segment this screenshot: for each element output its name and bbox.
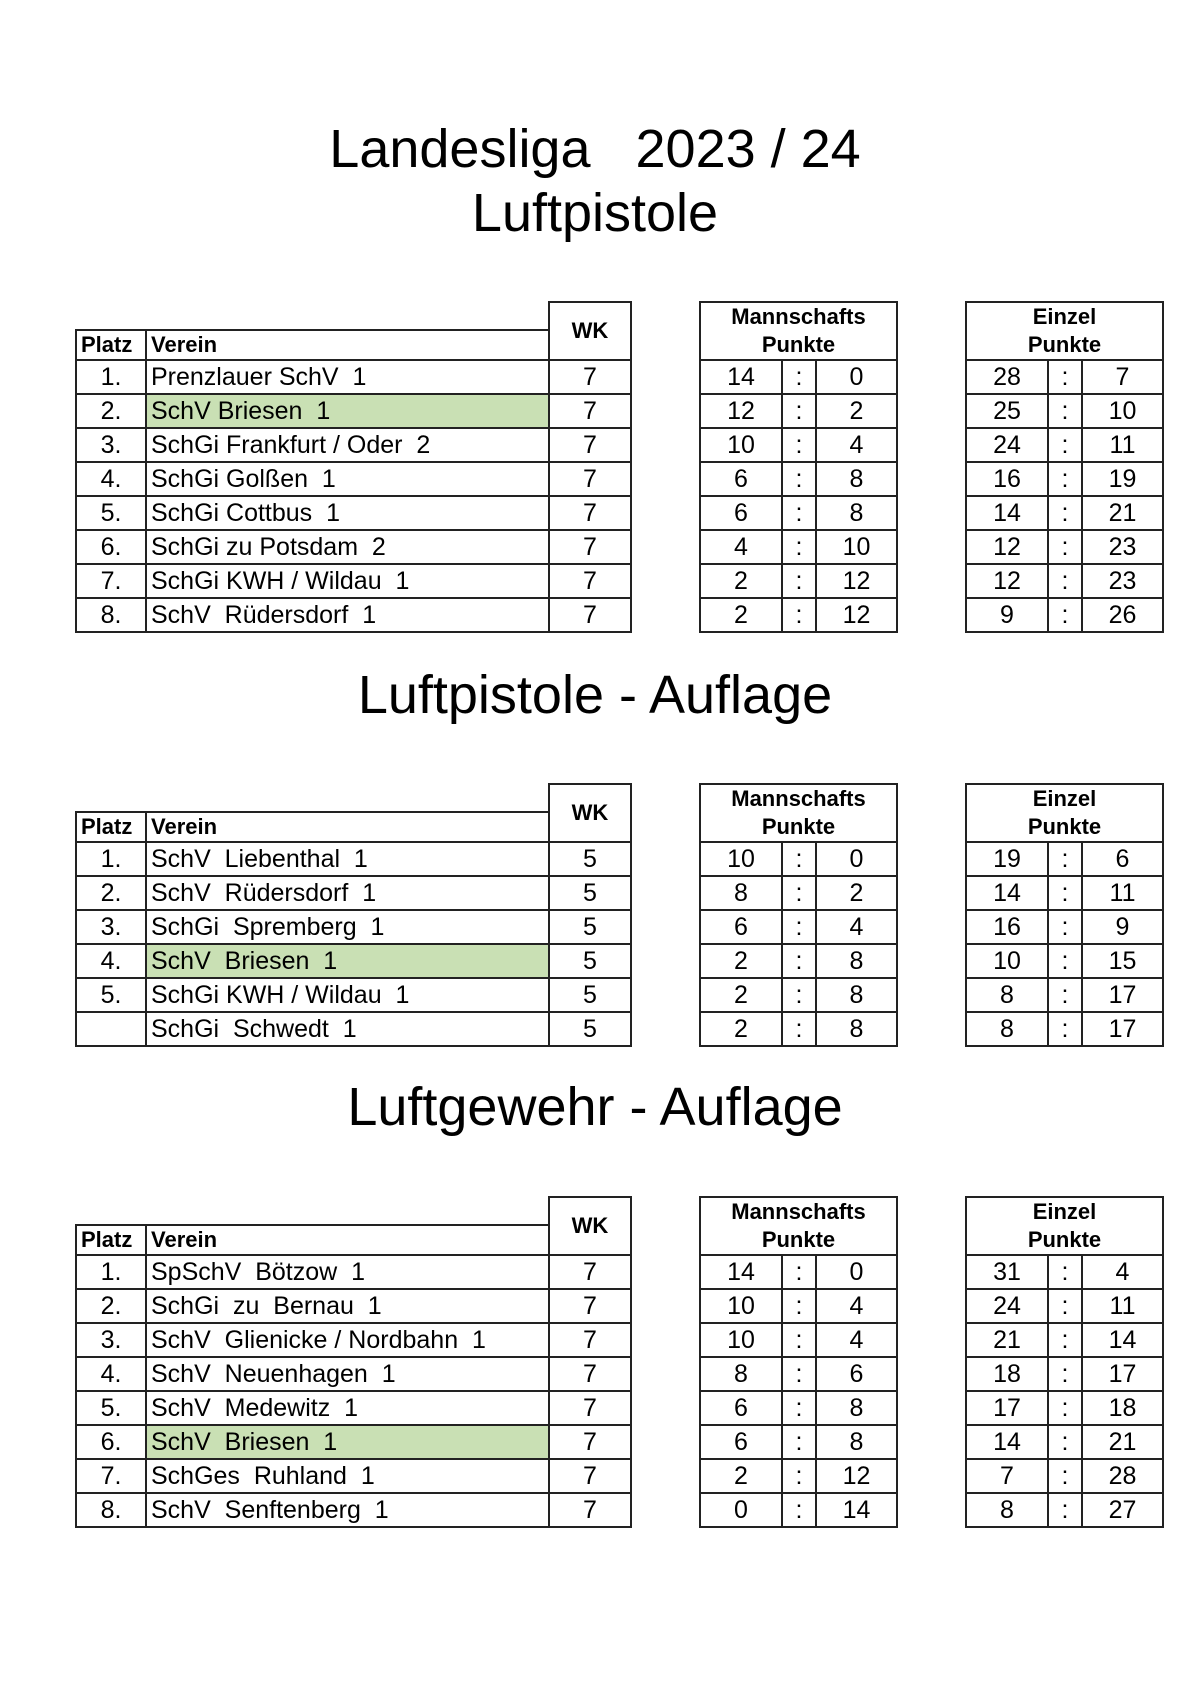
verein-cell: SchGi KWH / Wildau 1 bbox=[146, 978, 549, 1012]
platz-cell: 3. bbox=[76, 910, 146, 944]
platz-header: Platz bbox=[76, 330, 146, 360]
platz-header: Platz bbox=[76, 1225, 146, 1255]
colon-separator: : bbox=[1048, 876, 1082, 910]
colon-separator: : bbox=[1048, 1493, 1082, 1527]
verein-header: Verein bbox=[146, 330, 549, 360]
mannschafts-points-for: 10 bbox=[700, 842, 782, 876]
einzel-points-against: 23 bbox=[1082, 530, 1163, 564]
wk-cell: 7 bbox=[549, 1459, 631, 1493]
colon-separator: : bbox=[1048, 360, 1082, 394]
platz-cell: 3. bbox=[76, 1323, 146, 1357]
einzel-points-against: 14 bbox=[1082, 1323, 1163, 1357]
wk-cell: 7 bbox=[549, 1391, 631, 1425]
section-title: Luftpistole bbox=[471, 183, 719, 243]
verein-cell: SchGi Golßen 1 bbox=[146, 462, 549, 496]
colon-separator: : bbox=[1048, 1289, 1082, 1323]
verein-cell: SchGi zu Bernau 1 bbox=[146, 1289, 549, 1323]
colon-separator: : bbox=[1048, 1357, 1082, 1391]
einzel-points-against: 17 bbox=[1082, 1357, 1163, 1391]
colon-separator: : bbox=[782, 842, 816, 876]
mannschafts-points-for: 10 bbox=[700, 428, 782, 462]
mannschafts-points-against: 8 bbox=[816, 1425, 897, 1459]
einzel-points-against: 7 bbox=[1082, 360, 1163, 394]
einzel-points-for: 10 bbox=[966, 944, 1048, 978]
table-row bbox=[76, 1357, 1163, 1391]
mannschafts-points-for: 8 bbox=[700, 876, 782, 910]
section-title: Luftpistole - Auflage bbox=[357, 665, 833, 725]
wk-cell: 7 bbox=[549, 1425, 631, 1459]
mannschafts-points-for: 2 bbox=[700, 1012, 782, 1046]
colon-separator: : bbox=[782, 360, 816, 394]
platz-cell: 5. bbox=[76, 978, 146, 1012]
punkte-label: Punkte bbox=[761, 332, 836, 357]
einzel-points-for: 21 bbox=[966, 1323, 1048, 1357]
table-row bbox=[76, 1323, 1163, 1357]
einzel-points-for: 17 bbox=[966, 1391, 1048, 1425]
wk-cell: 5 bbox=[549, 910, 631, 944]
colon-separator: : bbox=[782, 462, 816, 496]
colon-separator: : bbox=[782, 428, 816, 462]
einzel-points-against: 27 bbox=[1082, 1493, 1163, 1527]
einzel-label: Einzel bbox=[1032, 786, 1097, 811]
mannschafts-points-for: 2 bbox=[700, 1459, 782, 1493]
platz-cell: 4. bbox=[76, 944, 146, 978]
platz-cell: 8. bbox=[76, 598, 146, 632]
mannschafts-points-for: 14 bbox=[700, 360, 782, 394]
wk-cell: 7 bbox=[549, 1357, 631, 1391]
platz-header: Platz bbox=[76, 812, 146, 842]
wk-cell: 5 bbox=[549, 1012, 631, 1046]
table-row bbox=[76, 978, 1163, 1012]
einzel-label: Einzel bbox=[1032, 1199, 1097, 1224]
colon-separator: : bbox=[1048, 462, 1082, 496]
mannschafts-points-against: 14 bbox=[816, 1493, 897, 1527]
einzel-points-against: 11 bbox=[1082, 1289, 1163, 1323]
verein-cell: SchV Briesen 1 bbox=[146, 394, 549, 428]
table-row bbox=[76, 1493, 1163, 1527]
mannschafts-points-for: 6 bbox=[700, 462, 782, 496]
einzel-points-for: 9 bbox=[966, 598, 1048, 632]
mannschafts-points-against: 4 bbox=[816, 1289, 897, 1323]
mannschafts-points-against: 8 bbox=[816, 944, 897, 978]
section-title: Luftgewehr - Auflage bbox=[347, 1077, 843, 1137]
platz-cell: 8. bbox=[76, 1493, 146, 1527]
mannschafts-points-against: 6 bbox=[816, 1357, 897, 1391]
verein-cell: SchGi zu Potsdam 2 bbox=[146, 530, 549, 564]
mannschafts-points-for: 2 bbox=[700, 598, 782, 632]
platz-cell: 2. bbox=[76, 1289, 146, 1323]
verein-cell: Prenzlauer SchV 1 bbox=[146, 360, 549, 394]
mannschafts-label: Mannschafts bbox=[731, 786, 866, 811]
table-row bbox=[76, 564, 1163, 598]
colon-separator: : bbox=[782, 598, 816, 632]
wk-cell: 7 bbox=[549, 462, 631, 496]
colon-separator: : bbox=[782, 1459, 816, 1493]
mannschafts-points-for: 12 bbox=[700, 394, 782, 428]
mannschafts-points-against: 8 bbox=[816, 462, 897, 496]
platz-cell: 2. bbox=[76, 394, 146, 428]
colon-separator: : bbox=[782, 496, 816, 530]
einzel-label: Einzel bbox=[1032, 304, 1097, 329]
einzel-points-for: 31 bbox=[966, 1255, 1048, 1289]
mannschafts-points-for: 2 bbox=[700, 944, 782, 978]
einzel-points-for: 14 bbox=[966, 876, 1048, 910]
standings-table bbox=[75, 301, 1164, 633]
verein-cell: SchV Liebenthal 1 bbox=[146, 842, 549, 876]
einzel-points-for: 18 bbox=[966, 1357, 1048, 1391]
einzel-points-for: 8 bbox=[966, 978, 1048, 1012]
colon-separator: : bbox=[1048, 530, 1082, 564]
wk-cell: 7 bbox=[549, 1493, 631, 1527]
table-row bbox=[76, 1289, 1163, 1323]
colon-separator: : bbox=[782, 564, 816, 598]
einzel-points-for: 8 bbox=[966, 1012, 1048, 1046]
colon-separator: : bbox=[782, 1255, 816, 1289]
colon-separator: : bbox=[782, 1425, 816, 1459]
wk-cell: 7 bbox=[549, 360, 631, 394]
platz-cell: 5. bbox=[76, 496, 146, 530]
mannschafts-points-against: 4 bbox=[816, 1323, 897, 1357]
mannschafts-points-against: 4 bbox=[816, 910, 897, 944]
table-row bbox=[76, 842, 1163, 876]
wk-cell: 7 bbox=[549, 564, 631, 598]
mannschafts-points-for: 0 bbox=[700, 1493, 782, 1527]
einzel-points-against: 10 bbox=[1082, 394, 1163, 428]
mannschafts-points-against: 2 bbox=[816, 876, 897, 910]
einzel-points-against: 6 bbox=[1082, 842, 1163, 876]
table-row bbox=[76, 1255, 1163, 1289]
colon-separator: : bbox=[1048, 944, 1082, 978]
colon-separator: : bbox=[1048, 564, 1082, 598]
einzel-points-against: 28 bbox=[1082, 1459, 1163, 1493]
colon-separator: : bbox=[1048, 598, 1082, 632]
standings-table bbox=[75, 783, 1164, 1047]
colon-separator: : bbox=[1048, 1391, 1082, 1425]
mannschafts-points-against: 4 bbox=[816, 428, 897, 462]
colon-separator: : bbox=[1048, 1255, 1082, 1289]
platz-cell: 6. bbox=[76, 530, 146, 564]
wk-cell: 7 bbox=[549, 428, 631, 462]
mannschafts-points-against: 8 bbox=[816, 496, 897, 530]
einzel-points-against: 23 bbox=[1082, 564, 1163, 598]
einzel-points-against: 17 bbox=[1082, 978, 1163, 1012]
colon-separator: : bbox=[782, 876, 816, 910]
wk-cell: 7 bbox=[549, 394, 631, 428]
colon-separator: : bbox=[782, 944, 816, 978]
table-row bbox=[76, 360, 1163, 394]
wk-header: WK bbox=[549, 784, 631, 842]
colon-separator: : bbox=[782, 1012, 816, 1046]
colon-separator: : bbox=[782, 394, 816, 428]
verein-cell: SchV Senftenberg 1 bbox=[146, 1493, 549, 1527]
platz-cell: 5. bbox=[76, 1391, 146, 1425]
verein-cell: SchGi Frankfurt / Oder 2 bbox=[146, 428, 549, 462]
wk-cell: 7 bbox=[549, 1323, 631, 1357]
einzel-points-for: 14 bbox=[966, 1425, 1048, 1459]
table-row bbox=[76, 598, 1163, 632]
document-title: Landesliga 2023 / 24 bbox=[329, 119, 861, 179]
colon-separator: : bbox=[1048, 496, 1082, 530]
mannschafts-points-against: 2 bbox=[816, 394, 897, 428]
einzel-points-for: 8 bbox=[966, 1493, 1048, 1527]
einzel-points-against: 15 bbox=[1082, 944, 1163, 978]
einzel-points-against: 26 bbox=[1082, 598, 1163, 632]
mannschafts-points-for: 6 bbox=[700, 1391, 782, 1425]
mannschafts-points-for: 2 bbox=[700, 978, 782, 1012]
mannschafts-points-for: 8 bbox=[700, 1357, 782, 1391]
standings-table bbox=[75, 1196, 1164, 1528]
verein-cell: SchGi KWH / Wildau 1 bbox=[146, 564, 549, 598]
colon-separator: : bbox=[1048, 1012, 1082, 1046]
punkte-label: Punkte bbox=[1027, 332, 1102, 357]
einzel-points-against: 19 bbox=[1082, 462, 1163, 496]
mannschafts-points-for: 4 bbox=[700, 530, 782, 564]
platz-cell: 6. bbox=[76, 1425, 146, 1459]
verein-cell: SchV Neuenhagen 1 bbox=[146, 1357, 549, 1391]
mannschafts-punkte-header bbox=[700, 1197, 897, 1255]
platz-cell: 1. bbox=[76, 360, 146, 394]
mannschafts-points-for: 2 bbox=[700, 564, 782, 598]
table-row bbox=[76, 1425, 1163, 1459]
wk-cell: 7 bbox=[549, 598, 631, 632]
einzel-points-against: 17 bbox=[1082, 1012, 1163, 1046]
punkte-label: Punkte bbox=[761, 1227, 836, 1252]
colon-separator: : bbox=[782, 910, 816, 944]
platz-cell bbox=[76, 1012, 146, 1046]
einzel-points-for: 19 bbox=[966, 842, 1048, 876]
mannschafts-punkte-header bbox=[700, 302, 897, 360]
einzel-points-against: 4 bbox=[1082, 1255, 1163, 1289]
verein-cell: SchGi Cottbus 1 bbox=[146, 496, 549, 530]
table-row bbox=[76, 1391, 1163, 1425]
mannschafts-points-against: 12 bbox=[816, 564, 897, 598]
einzel-points-against: 11 bbox=[1082, 428, 1163, 462]
wk-cell: 5 bbox=[549, 978, 631, 1012]
colon-separator: : bbox=[782, 1323, 816, 1357]
platz-cell: 3. bbox=[76, 428, 146, 462]
colon-separator: : bbox=[1048, 842, 1082, 876]
colon-separator: : bbox=[782, 1357, 816, 1391]
mannschafts-points-for: 6 bbox=[700, 496, 782, 530]
mannschafts-points-against: 12 bbox=[816, 1459, 897, 1493]
colon-separator: : bbox=[782, 1493, 816, 1527]
mannschafts-points-for: 10 bbox=[700, 1289, 782, 1323]
table-row bbox=[76, 876, 1163, 910]
einzel-punkte-header bbox=[966, 302, 1163, 360]
einzel-points-for: 7 bbox=[966, 1459, 1048, 1493]
einzel-points-against: 21 bbox=[1082, 496, 1163, 530]
verein-header: Verein bbox=[146, 812, 549, 842]
verein-cell: SchV Briesen 1 bbox=[146, 944, 549, 978]
mannschafts-points-against: 10 bbox=[816, 530, 897, 564]
platz-cell: 1. bbox=[76, 1255, 146, 1289]
platz-cell: 7. bbox=[76, 1459, 146, 1493]
platz-cell: 2. bbox=[76, 876, 146, 910]
einzel-punkte-header bbox=[966, 1197, 1163, 1255]
colon-separator: : bbox=[782, 1289, 816, 1323]
mannschafts-punkte-header bbox=[700, 784, 897, 842]
einzel-points-for: 12 bbox=[966, 564, 1048, 598]
mannschafts-points-against: 8 bbox=[816, 978, 897, 1012]
colon-separator: : bbox=[1048, 428, 1082, 462]
einzel-points-for: 16 bbox=[966, 910, 1048, 944]
einzel-points-against: 9 bbox=[1082, 910, 1163, 944]
punkte-label: Punkte bbox=[1027, 1227, 1102, 1252]
mannschafts-points-for: 6 bbox=[700, 910, 782, 944]
verein-cell: SchV Glienicke / Nordbahn 1 bbox=[146, 1323, 549, 1357]
einzel-points-for: 25 bbox=[966, 394, 1048, 428]
punkte-label: Punkte bbox=[1027, 814, 1102, 839]
mannschafts-label: Mannschafts bbox=[731, 1199, 866, 1224]
verein-cell: SchV Rüdersdorf 1 bbox=[146, 876, 549, 910]
platz-cell: 4. bbox=[76, 462, 146, 496]
mannschafts-points-for: 10 bbox=[700, 1323, 782, 1357]
table-row bbox=[76, 428, 1163, 462]
wk-cell: 5 bbox=[549, 876, 631, 910]
mannschafts-points-for: 6 bbox=[700, 1425, 782, 1459]
verein-cell: SchV Briesen 1 bbox=[146, 1425, 549, 1459]
einzel-points-for: 14 bbox=[966, 496, 1048, 530]
einzel-points-against: 21 bbox=[1082, 1425, 1163, 1459]
einzel-punkte-header bbox=[966, 784, 1163, 842]
einzel-points-for: 24 bbox=[966, 428, 1048, 462]
colon-separator: : bbox=[1048, 978, 1082, 1012]
colon-separator: : bbox=[1048, 1459, 1082, 1493]
mannschafts-points-against: 8 bbox=[816, 1012, 897, 1046]
platz-cell: 4. bbox=[76, 1357, 146, 1391]
table-row bbox=[76, 1012, 1163, 1046]
mannschafts-points-against: 12 bbox=[816, 598, 897, 632]
punkte-label: Punkte bbox=[761, 814, 836, 839]
wk-header: WK bbox=[549, 302, 631, 360]
einzel-points-for: 16 bbox=[966, 462, 1048, 496]
einzel-points-against: 18 bbox=[1082, 1391, 1163, 1425]
table-row bbox=[76, 910, 1163, 944]
colon-separator: : bbox=[782, 978, 816, 1012]
verein-header: Verein bbox=[146, 1225, 549, 1255]
wk-cell: 7 bbox=[549, 1255, 631, 1289]
wk-cell: 7 bbox=[549, 1289, 631, 1323]
mannschafts-label: Mannschafts bbox=[731, 304, 866, 329]
wk-header: WK bbox=[549, 1197, 631, 1255]
mannschafts-points-against: 0 bbox=[816, 842, 897, 876]
table-row bbox=[76, 944, 1163, 978]
mannschafts-points-against: 0 bbox=[816, 1255, 897, 1289]
verein-cell: SpSchV Bötzow 1 bbox=[146, 1255, 549, 1289]
colon-separator: : bbox=[782, 1391, 816, 1425]
mannschafts-points-against: 8 bbox=[816, 1391, 897, 1425]
wk-cell: 5 bbox=[549, 944, 631, 978]
einzel-points-for: 12 bbox=[966, 530, 1048, 564]
wk-cell: 7 bbox=[549, 496, 631, 530]
colon-separator: : bbox=[782, 530, 816, 564]
platz-cell: 1. bbox=[76, 842, 146, 876]
einzel-points-against: 11 bbox=[1082, 876, 1163, 910]
colon-separator: : bbox=[1048, 394, 1082, 428]
einzel-points-for: 28 bbox=[966, 360, 1048, 394]
mannschafts-points-for: 14 bbox=[700, 1255, 782, 1289]
verein-cell: SchGi Schwedt 1 bbox=[146, 1012, 549, 1046]
wk-cell: 5 bbox=[549, 842, 631, 876]
table-row bbox=[76, 462, 1163, 496]
wk-cell: 7 bbox=[549, 530, 631, 564]
einzel-points-for: 24 bbox=[966, 1289, 1048, 1323]
colon-separator: : bbox=[1048, 1425, 1082, 1459]
table-row bbox=[76, 496, 1163, 530]
verein-cell: SchV Rüdersdorf 1 bbox=[146, 598, 549, 632]
verein-cell: SchV Medewitz 1 bbox=[146, 1391, 549, 1425]
colon-separator: : bbox=[1048, 1323, 1082, 1357]
colon-separator: : bbox=[1048, 910, 1082, 944]
table-row bbox=[76, 1459, 1163, 1493]
platz-cell: 7. bbox=[76, 564, 146, 598]
verein-cell: SchGi Spremberg 1 bbox=[146, 910, 549, 944]
table-row bbox=[76, 394, 1163, 428]
mannschafts-points-against: 0 bbox=[816, 360, 897, 394]
verein-cell: SchGes Ruhland 1 bbox=[146, 1459, 549, 1493]
table-row bbox=[76, 530, 1163, 564]
